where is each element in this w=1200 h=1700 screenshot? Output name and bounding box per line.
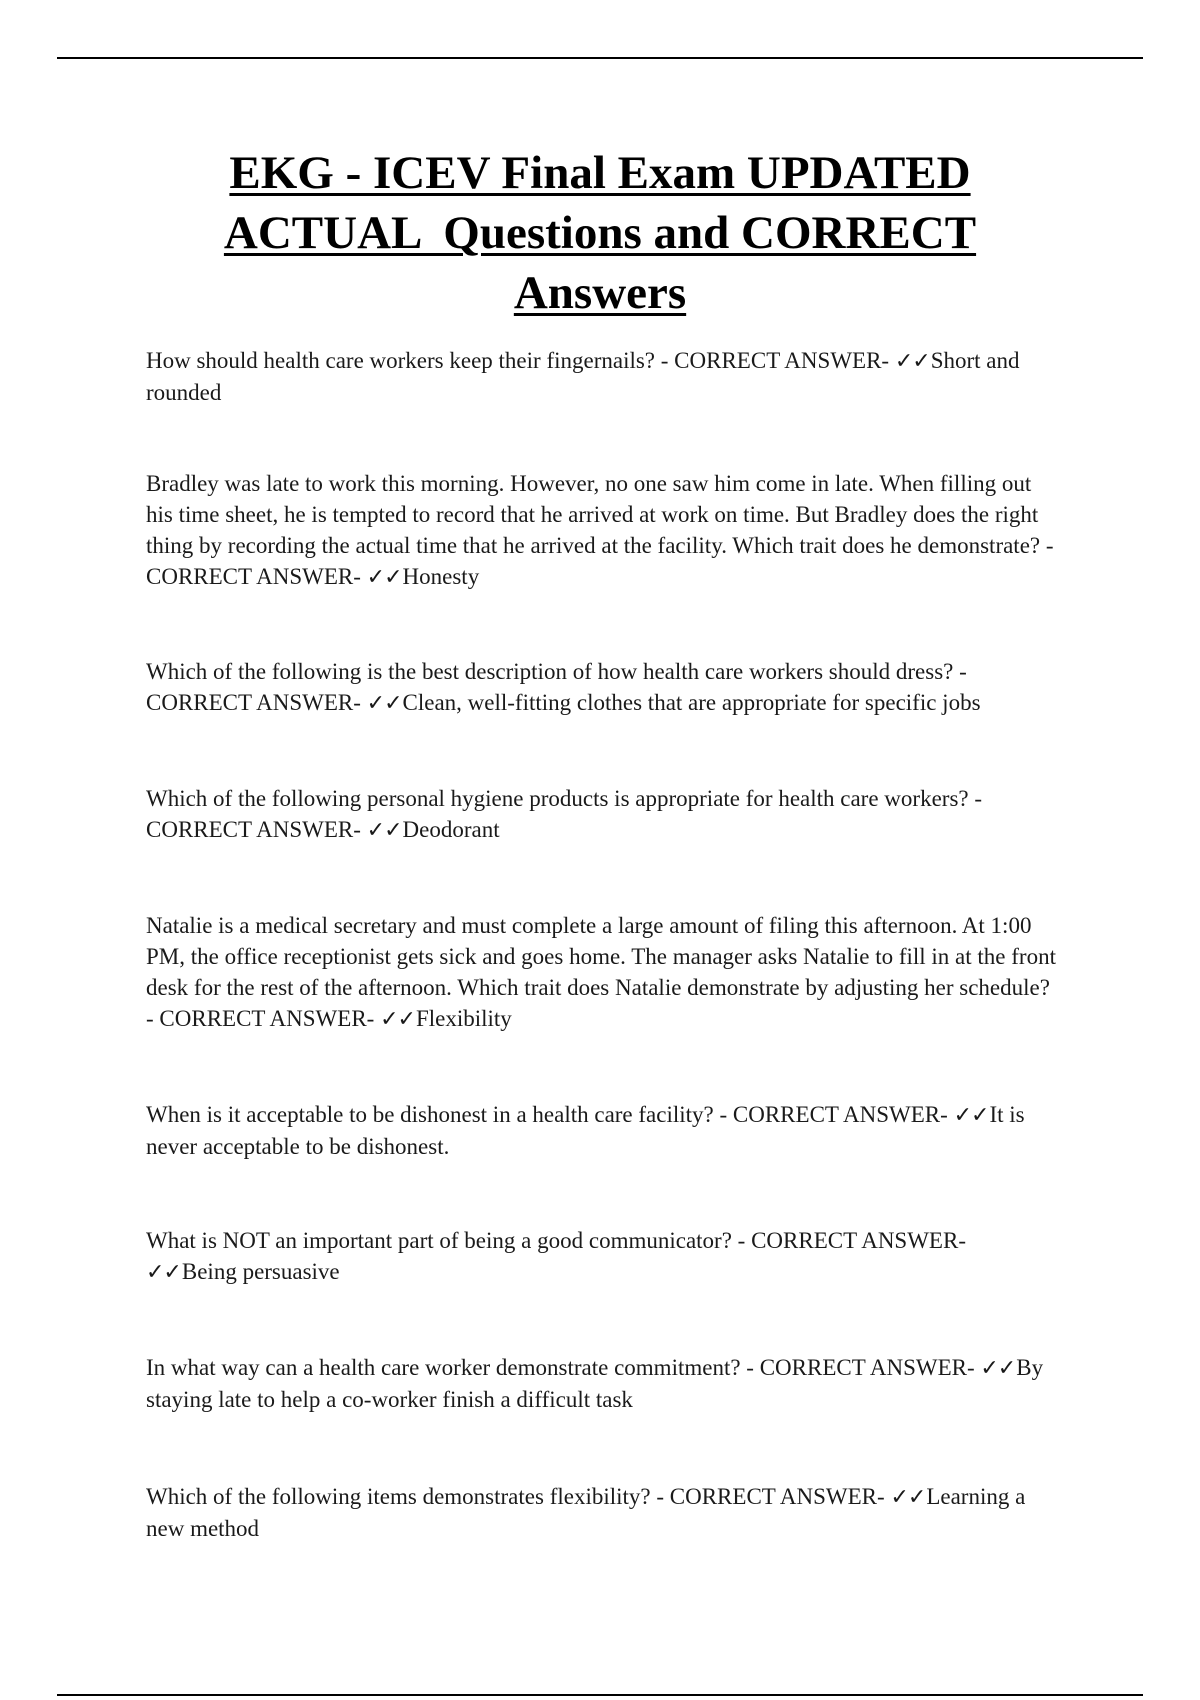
answer-text: Clean, well-fitting clothes that are appropriate for specific jobs <box>402 690 981 715</box>
answer-text: Learning a new method <box>146 1484 1026 1541</box>
qa-item-5 <box>146 910 1061 1035</box>
qa-item-6 <box>146 1099 1061 1162</box>
qa-item-7 <box>146 1225 1061 1288</box>
question-text: Natalie is a medical secretary and must complete a large amount of filing this afternoon. At 1:00 PM, the office receptionist gets sick and goes home. The manager asks Natalie to fill in at the front desk for the rest of the afternoon. Which trait does Natalie demonstrate by adjusting her schedule? - CORRECT ANSWER- <box>146 913 1056 1031</box>
answer-text: By staying late to help a co-worker finish a difficult task <box>146 1355 1044 1412</box>
qa-item-2 <box>146 468 1061 593</box>
top-rule <box>57 57 1143 59</box>
question-text: Which of the following items demonstrates flexibility? - CORRECT ANSWER- <box>146 1484 891 1509</box>
question-text: Bradley was late to work this morning. However, no one saw him come in late. When filling out his time sheet, he is tempted to record that he arrived at work on time. But Bradley does the right thing by recording the actual time that he arrived at the facility. Which trait does he demonstrate? - CORRECT ANSWER- <box>146 471 1054 589</box>
bottom-rule <box>57 1694 1143 1696</box>
answer-text: Honesty <box>402 564 480 589</box>
answer-text: Flexibility <box>415 1006 512 1031</box>
answer-text: Being persuasive <box>181 1259 340 1284</box>
checkmark-icon: ✓✓ <box>980 1356 1016 1381</box>
title-line-2: ACTUAL Questions and CORRECT <box>223 207 977 259</box>
checkmark-icon: ✓✓ <box>366 565 402 590</box>
checkmark-icon: ✓✓ <box>366 691 402 716</box>
question-text: Which of the following personal hygiene products is appropriate for health care workers? - CORRECT ANSWER- <box>146 786 983 842</box>
checkmark-icon: ✓✓ <box>366 818 402 843</box>
answer-text: Short and rounded <box>146 348 1020 405</box>
document-title <box>100 143 1100 323</box>
qa-item-4 <box>146 783 1061 846</box>
question-text: How should health care workers keep their fingernails? - CORRECT ANSWER- <box>146 348 895 373</box>
answer-text: Deodorant <box>402 817 500 842</box>
checkmark-icon: ✓✓ <box>894 349 930 374</box>
checkmark-icon: ✓✓ <box>953 1103 989 1128</box>
answer-text: It is never acceptable to be dishonest. <box>146 1102 1025 1159</box>
checkmark-icon: ✓✓ <box>890 1485 926 1510</box>
qa-item-8 <box>146 1352 1061 1415</box>
question-text: In what way can a health care worker demonstrate commitment? - CORRECT ANSWER- <box>146 1355 981 1380</box>
title-line-1: EKG - ICEV Final Exam UPDATED <box>229 147 971 199</box>
checkmark-icon: ✓✓ <box>380 1007 415 1032</box>
question-text: What is NOT an important part of being a good communicator? - CORRECT ANSWER- <box>146 1228 966 1253</box>
question-text: Which of the following is the best description of how health care workers should dress? - CORRECT ANSWER- <box>146 659 967 715</box>
checkmark-icon: ✓✓ <box>146 1260 181 1285</box>
qa-item-3 <box>146 656 1061 719</box>
question-text: When is it acceptable to be dishonest in a health care facility? - CORRECT ANSWER- <box>146 1102 954 1127</box>
title-line-3: Answers <box>513 267 687 319</box>
qa-item-1 <box>146 345 1061 408</box>
qa-item-9 <box>146 1481 1061 1544</box>
